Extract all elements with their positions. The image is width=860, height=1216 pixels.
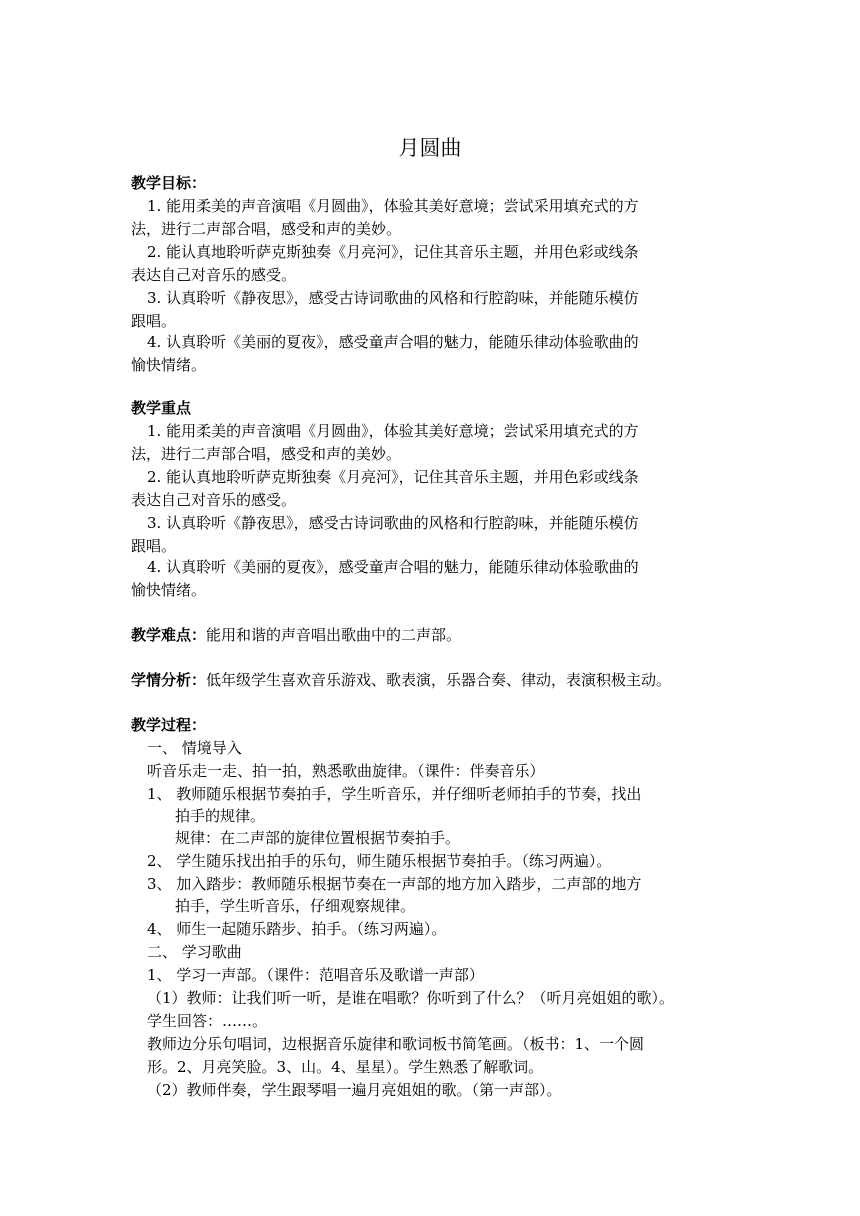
- analysis-label: 学情分析：: [131, 671, 207, 689]
- process-line: 4、 师生一起随乐踏步、拍手。（练习两遍）。: [147, 920, 447, 938]
- objectives-line: 4. 认真聆听《美丽的夏夜》，感受童声合唱的魅力，能随乐律动体验歌曲的: [147, 333, 639, 351]
- process-line: 教师边分乐句唱词，边根据音乐旋律和歌词板书简笔画。（板书：1、一个圆: [147, 1035, 645, 1053]
- process-line: 1、 学习一声部。（课件：范唱音乐及歌谱一声部）: [147, 966, 484, 984]
- process-line: 2、 学生随乐找出拍手的乐句，师生随乐根据节奏拍手。（练习两遍）。: [147, 852, 612, 870]
- keypoints-line: 跟唱。: [131, 537, 177, 555]
- process-line: 规律：在二声部的旋律位置根据节奏拍手。: [175, 829, 461, 847]
- keypoints-line: 1. 能用柔美的声音演唱《月圆曲》，体验其美好意境；尝试采用填充式的方: [147, 422, 639, 440]
- difficulty-row: [131, 625, 461, 645]
- keypoints-line: 3. 认真聆听《静夜思》，感受古诗词歌曲的风格和行腔韵味，并能随乐模仿: [147, 514, 639, 532]
- difficulty-label: 教学难点：: [131, 626, 207, 644]
- objectives-line: 2. 能认真地聆听萨克斯独奏《月亮河》，记住其音乐主题，并用色彩或线条: [147, 243, 639, 261]
- process-line: 拍手的规律。: [175, 807, 266, 825]
- process-heading: 教学过程：: [131, 716, 207, 734]
- analysis-text: 低年级学生喜欢音乐游戏、歌表演，乐器合奏、律动，表演积极主动。: [206, 671, 672, 689]
- objectives-heading: 教学目标：: [131, 174, 207, 192]
- process-line: 听音乐走一走、拍一拍，熟悉歌曲旋律。（课件：伴奏音乐）: [147, 762, 545, 780]
- keypoints-line: 4. 认真聆听《美丽的夏夜》，感受童声合唱的魅力，能随乐律动体验歌曲的: [147, 558, 639, 576]
- objectives-line: 法，进行二声部合唱，感受和声的美妙。: [131, 220, 402, 238]
- analysis-row: [131, 670, 671, 690]
- process-line: 3、 加入踏步：教师随乐根据节奏在一声部的地方加入踏步，二声部的地方: [147, 875, 642, 893]
- process-line: 1、 教师随乐根据节奏拍手，学生听音乐，并仔细听老师拍手的节奏，找出: [147, 785, 642, 803]
- keypoints-line: 2. 能认真地聆听萨克斯独奏《月亮河》，记住其音乐主题，并用色彩或线条: [147, 468, 639, 486]
- process-line: 拍手，学生听音乐，仔细观察规律。: [175, 897, 416, 915]
- keypoints-line: 愉快情绪。: [131, 581, 207, 599]
- process-line: 一、 情境导入: [147, 739, 242, 757]
- keypoints-heading: 教学重点: [131, 399, 192, 417]
- process-line: 二、 学习歌曲: [147, 943, 242, 961]
- objectives-line: 3. 认真聆听《静夜思》，感受古诗词歌曲的风格和行腔韵味，并能随乐模仿: [147, 289, 639, 307]
- page-title: 月圆曲: [398, 136, 462, 160]
- keypoints-line: 表达自己对音乐的感受。: [131, 491, 297, 509]
- objectives-line: 跟唱。: [131, 312, 177, 330]
- difficulty-text: 能用和谐的声音唱出歌曲中的二声部。: [206, 626, 462, 644]
- process-line: （2）教师伴奏，学生跟琴唱一遍月亮姐姐的歌。（第一声部）。: [147, 1081, 562, 1099]
- process-line: 学生回答：……。: [147, 1012, 268, 1030]
- keypoints-line: 法，进行二声部合唱，感受和声的美妙。: [131, 445, 402, 463]
- process-line: 形。2、月亮笑脸。3、山。4、星星）。学生熟悉了解歌词。: [147, 1058, 544, 1076]
- objectives-line: 愉快情绪。: [131, 356, 207, 374]
- objectives-line: 1. 能用柔美的声音演唱《月圆曲》，体验其美好意境；尝试采用填充式的方: [147, 197, 639, 215]
- objectives-line: 表达自己对音乐的感受。: [131, 266, 297, 284]
- process-line: （1）教师：让我们听一听，是谁在唱歌？你听到了什么？（听月亮姐姐的歌）。: [147, 989, 675, 1007]
